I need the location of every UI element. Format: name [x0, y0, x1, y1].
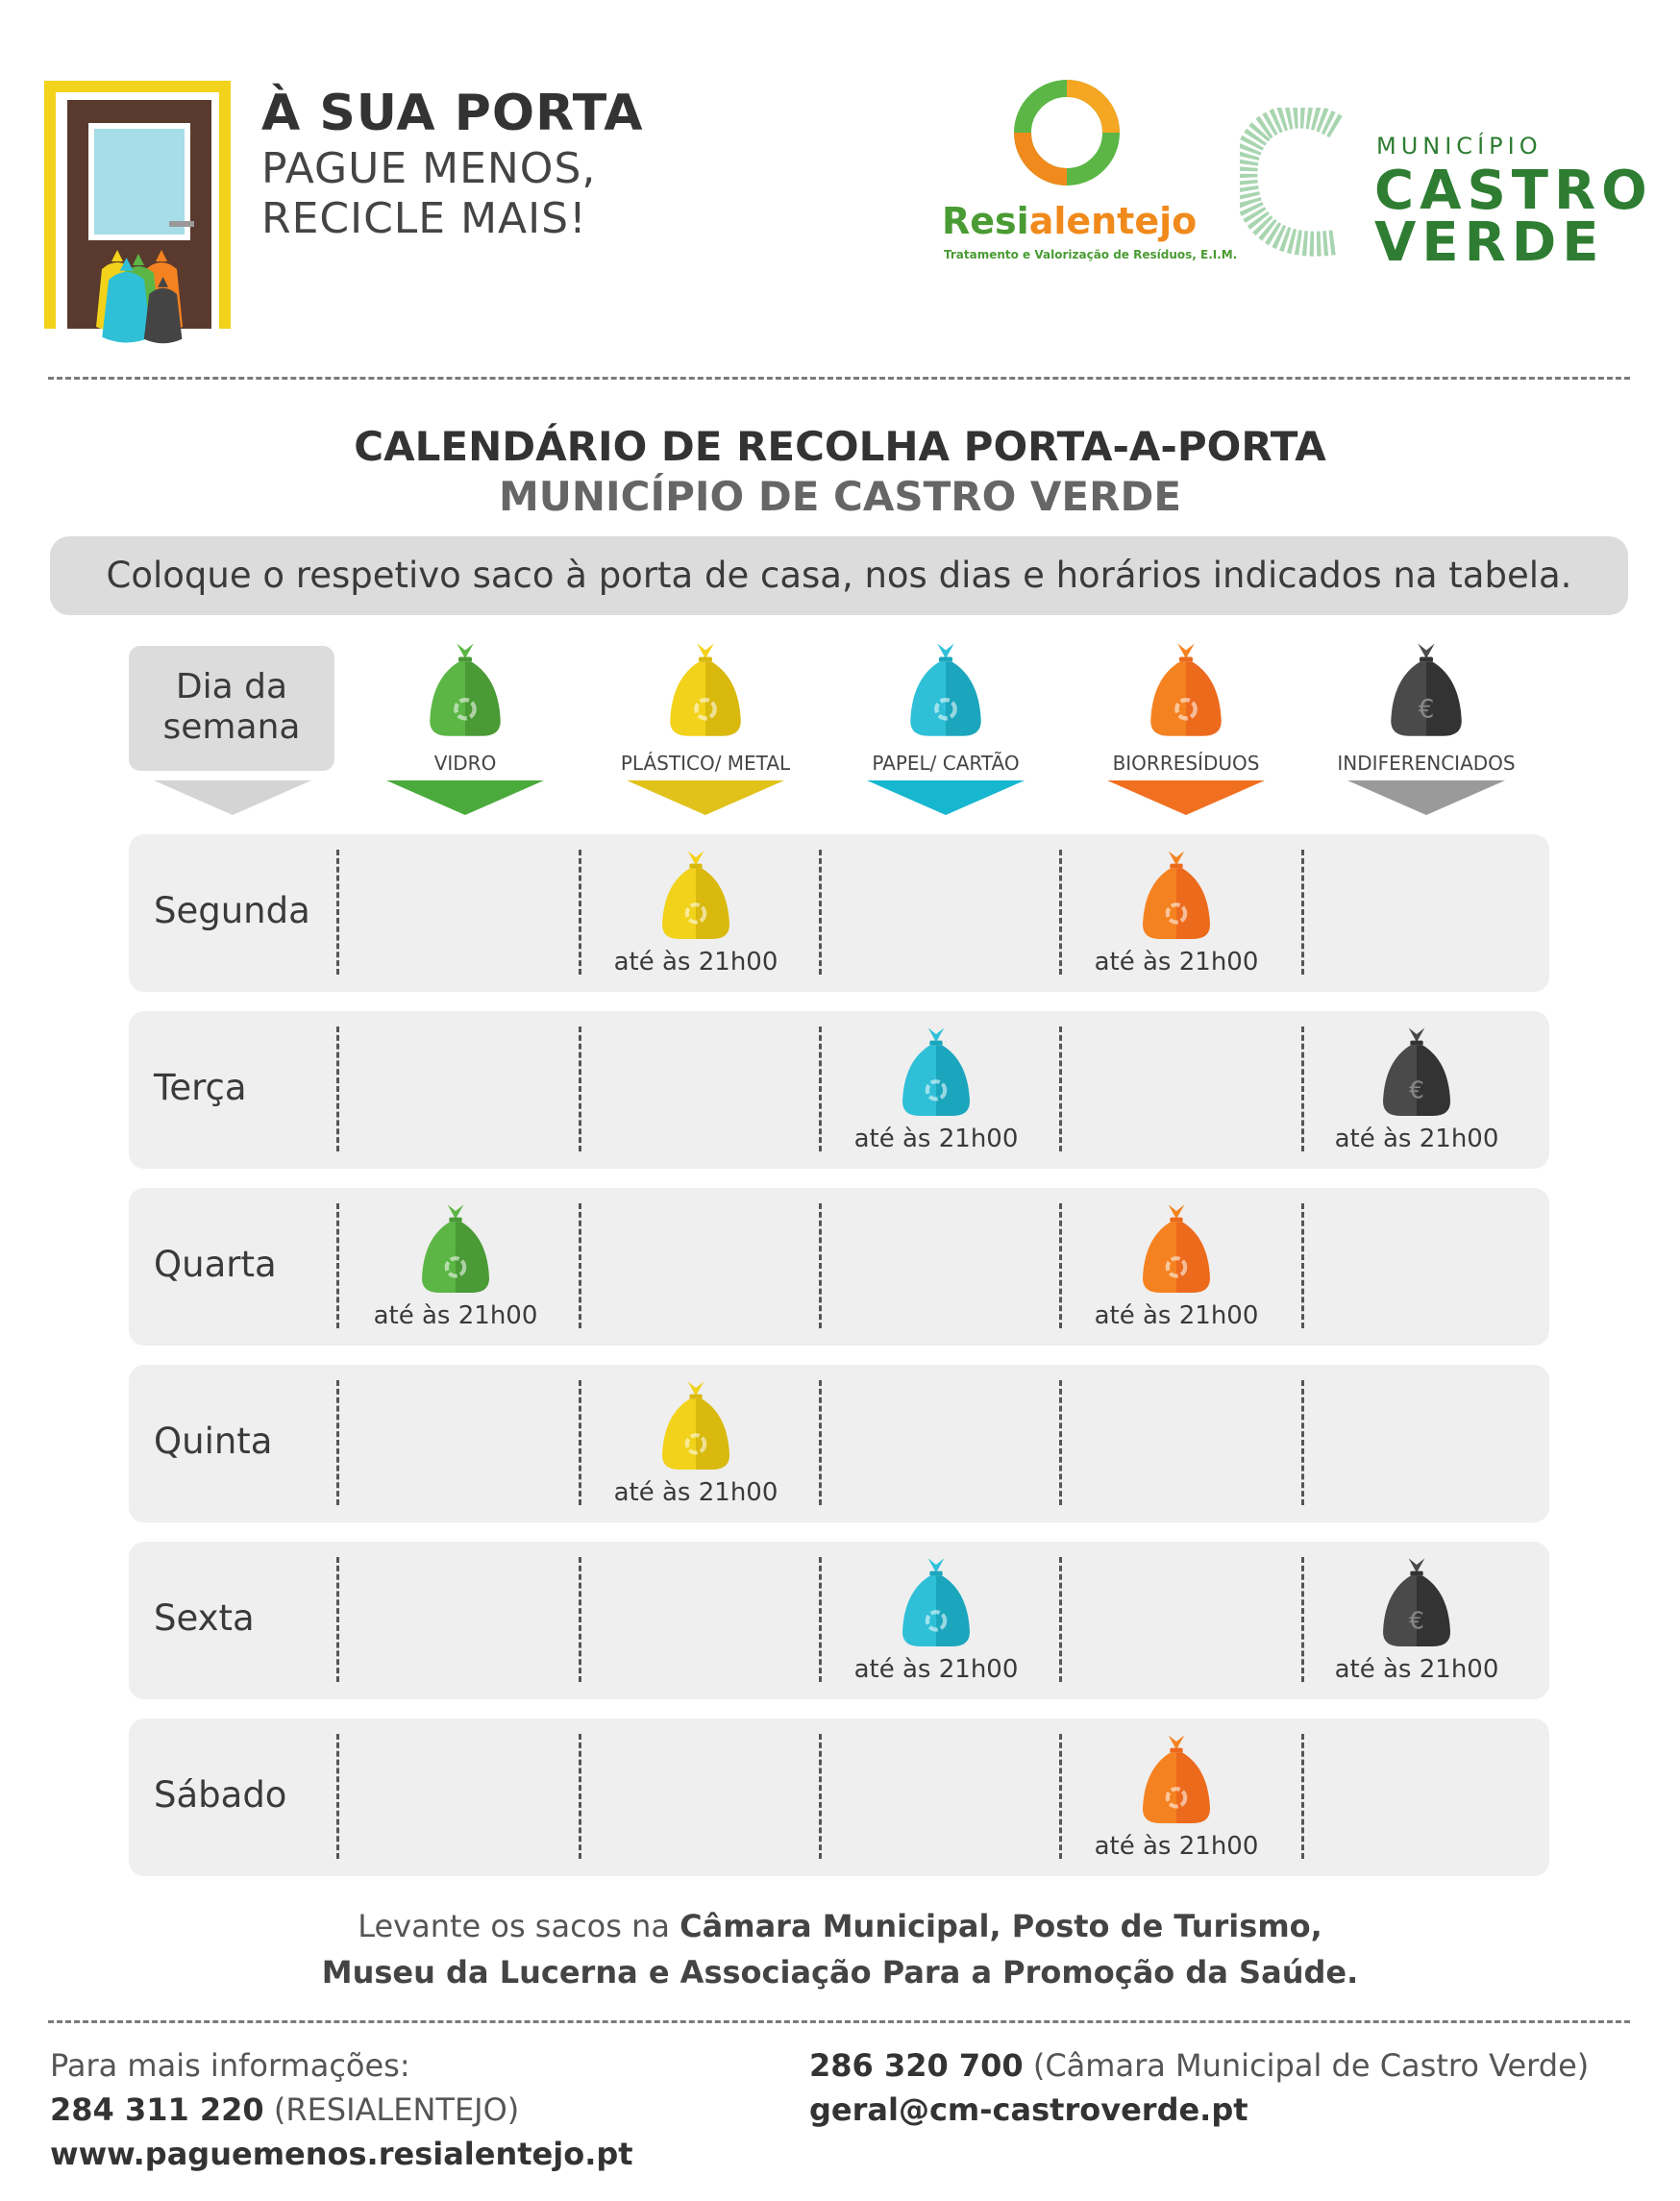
day-header-arrow-icon [154, 780, 311, 815]
svg-text:€: € [1409, 1076, 1424, 1104]
column-divider [1059, 1203, 1062, 1328]
resialentejo-logo-icon [1011, 77, 1123, 188]
collection-time: até às 21h00 [1094, 1301, 1259, 1330]
column-divider [1301, 1026, 1304, 1151]
instruction-banner: Coloque o respetivo saco à porta de casa, nos dias e horários indicados na tabela. [50, 536, 1628, 615]
collection-bag-icon [655, 1378, 736, 1474]
table-row [129, 1719, 1549, 1876]
category-arrow-icon [1347, 780, 1505, 815]
category-label: INDIFERENCIADOS [1337, 752, 1516, 775]
collection-bag-icon [896, 1025, 976, 1121]
table-row [129, 834, 1549, 992]
category-arrow-icon [627, 780, 784, 815]
category-bag-icon [1382, 640, 1470, 741]
collection-bag-icon [1136, 1201, 1217, 1298]
svg-text:€: € [1409, 1606, 1424, 1635]
column-divider [336, 1557, 339, 1682]
column-divider [819, 1557, 822, 1682]
column-divider [819, 1203, 822, 1328]
column-divider [1059, 850, 1062, 975]
category-arrow-icon [867, 780, 1025, 815]
category-bag-icon [902, 640, 990, 741]
category-arrow-icon [386, 780, 544, 815]
day-label: Segunda [154, 890, 310, 931]
camara-phone[interactable]: 286 320 700 [809, 2047, 1024, 2084]
category-label: BIORRESÍDUOS [1112, 752, 1260, 775]
collection-bag-icon [1136, 848, 1217, 944]
column-divider [819, 1734, 822, 1859]
header-divider [48, 377, 1630, 380]
campaign-subtitle: PAGUE MENOS, RECICLE MAIS! [261, 144, 597, 243]
bag-pickup-info: Levante os sacos na Câmara Municipal, Posto de Turismo, Museu da Lucerna e Associação Para a Promoção da Saúde. [321, 1908, 1359, 1991]
column-divider [1301, 1734, 1304, 1859]
collection-time: até às 21h00 [1334, 1655, 1499, 1684]
category-bag-icon [1142, 640, 1230, 741]
column-divider [579, 850, 581, 975]
day-label: Terça [154, 1067, 247, 1108]
column-divider [819, 1026, 822, 1151]
column-divider [1059, 1734, 1062, 1859]
column-divider [1301, 1557, 1304, 1682]
resialentejo-name: Resialentejo [942, 200, 1198, 242]
calendar-subtitle: MUNICÍPIO DE CASTRO VERDE [498, 473, 1182, 520]
collection-time: até às 21h00 [1334, 1125, 1499, 1153]
column-divider [1301, 1203, 1304, 1328]
collection-time: até às 21h00 [1094, 948, 1259, 977]
website-link[interactable]: www.paguemenos.resialentejo.pt [50, 2136, 633, 2172]
castro-verde-name: CASTRO VERDE [1374, 160, 1653, 274]
castro-verde-logo-icon [1240, 108, 1347, 261]
column-divider [819, 850, 822, 975]
column-divider [1059, 1380, 1062, 1505]
day-label: Quarta [154, 1244, 277, 1285]
collection-bag-icon [655, 848, 736, 944]
footer-left: Para mais informações: 284 311 220 (RESIALENTEJO) www.paguemenos.resialentejo.pt [50, 2043, 633, 2176]
column-divider [1059, 1557, 1062, 1682]
day-label: Sexta [154, 1597, 255, 1639]
column-divider [1059, 1026, 1062, 1151]
column-divider [336, 1734, 339, 1859]
footer-divider [48, 2020, 1630, 2023]
column-divider [579, 1026, 581, 1151]
category-arrow-icon [1107, 780, 1265, 815]
collection-bag-icon [896, 1555, 976, 1651]
table-row [129, 1188, 1549, 1346]
column-divider [819, 1380, 822, 1505]
category-label: PAPEL/ CARTÃO [872, 752, 1020, 775]
column-divider [579, 1557, 581, 1682]
collection-time: até às 21h00 [853, 1655, 1019, 1684]
collection-bag-icon [1376, 1025, 1457, 1121]
collection-bag-icon [1376, 1555, 1457, 1651]
column-divider [579, 1203, 581, 1328]
resialentejo-tagline: Tratamento e Valorização de Resíduos, E.I.M. [944, 248, 1238, 261]
resialentejo-phone[interactable]: 284 311 220 [50, 2091, 264, 2128]
day-column-header: Dia da semana [129, 646, 334, 771]
category-bag-icon [661, 640, 750, 741]
column-divider [1301, 1380, 1304, 1505]
table-row [129, 1365, 1549, 1522]
collection-time: até às 21h00 [853, 1125, 1019, 1153]
column-divider [336, 1203, 339, 1328]
day-label: Quinta [154, 1421, 273, 1462]
column-divider [336, 1026, 339, 1151]
collection-bag-icon [1136, 1732, 1217, 1828]
email-link[interactable]: geral@cm-castroverde.pt [809, 2091, 1248, 2128]
footer-right: 286 320 700 (Câmara Municipal de Castro Verde) geral@cm-castroverde.pt [809, 2047, 1590, 2128]
collection-time: até às 21h00 [613, 948, 778, 977]
category-label: PLÁSTICO/ METAL [620, 752, 791, 775]
category-bag-icon [421, 640, 509, 741]
column-divider [336, 1380, 339, 1505]
svg-text:€: € [1418, 695, 1435, 725]
day-label: Sábado [154, 1774, 287, 1816]
campaign-title: À SUA PORTA [261, 85, 644, 142]
calendar-title: CALENDÁRIO DE RECOLHA PORTA-A-PORTA [354, 423, 1326, 470]
municipio-label: MUNICÍPIO [1376, 133, 1543, 160]
category-label: VIDRO [433, 752, 497, 775]
collection-time: até às 21h00 [613, 1478, 778, 1507]
info-label: Para mais informações: [50, 2047, 410, 2084]
column-divider [1301, 850, 1304, 975]
column-divider [336, 850, 339, 975]
collection-bag-icon [415, 1201, 496, 1298]
column-divider [579, 1380, 581, 1505]
collection-time: até às 21h00 [373, 1301, 538, 1330]
collection-time: até às 21h00 [1094, 1832, 1259, 1861]
column-divider [579, 1734, 581, 1859]
